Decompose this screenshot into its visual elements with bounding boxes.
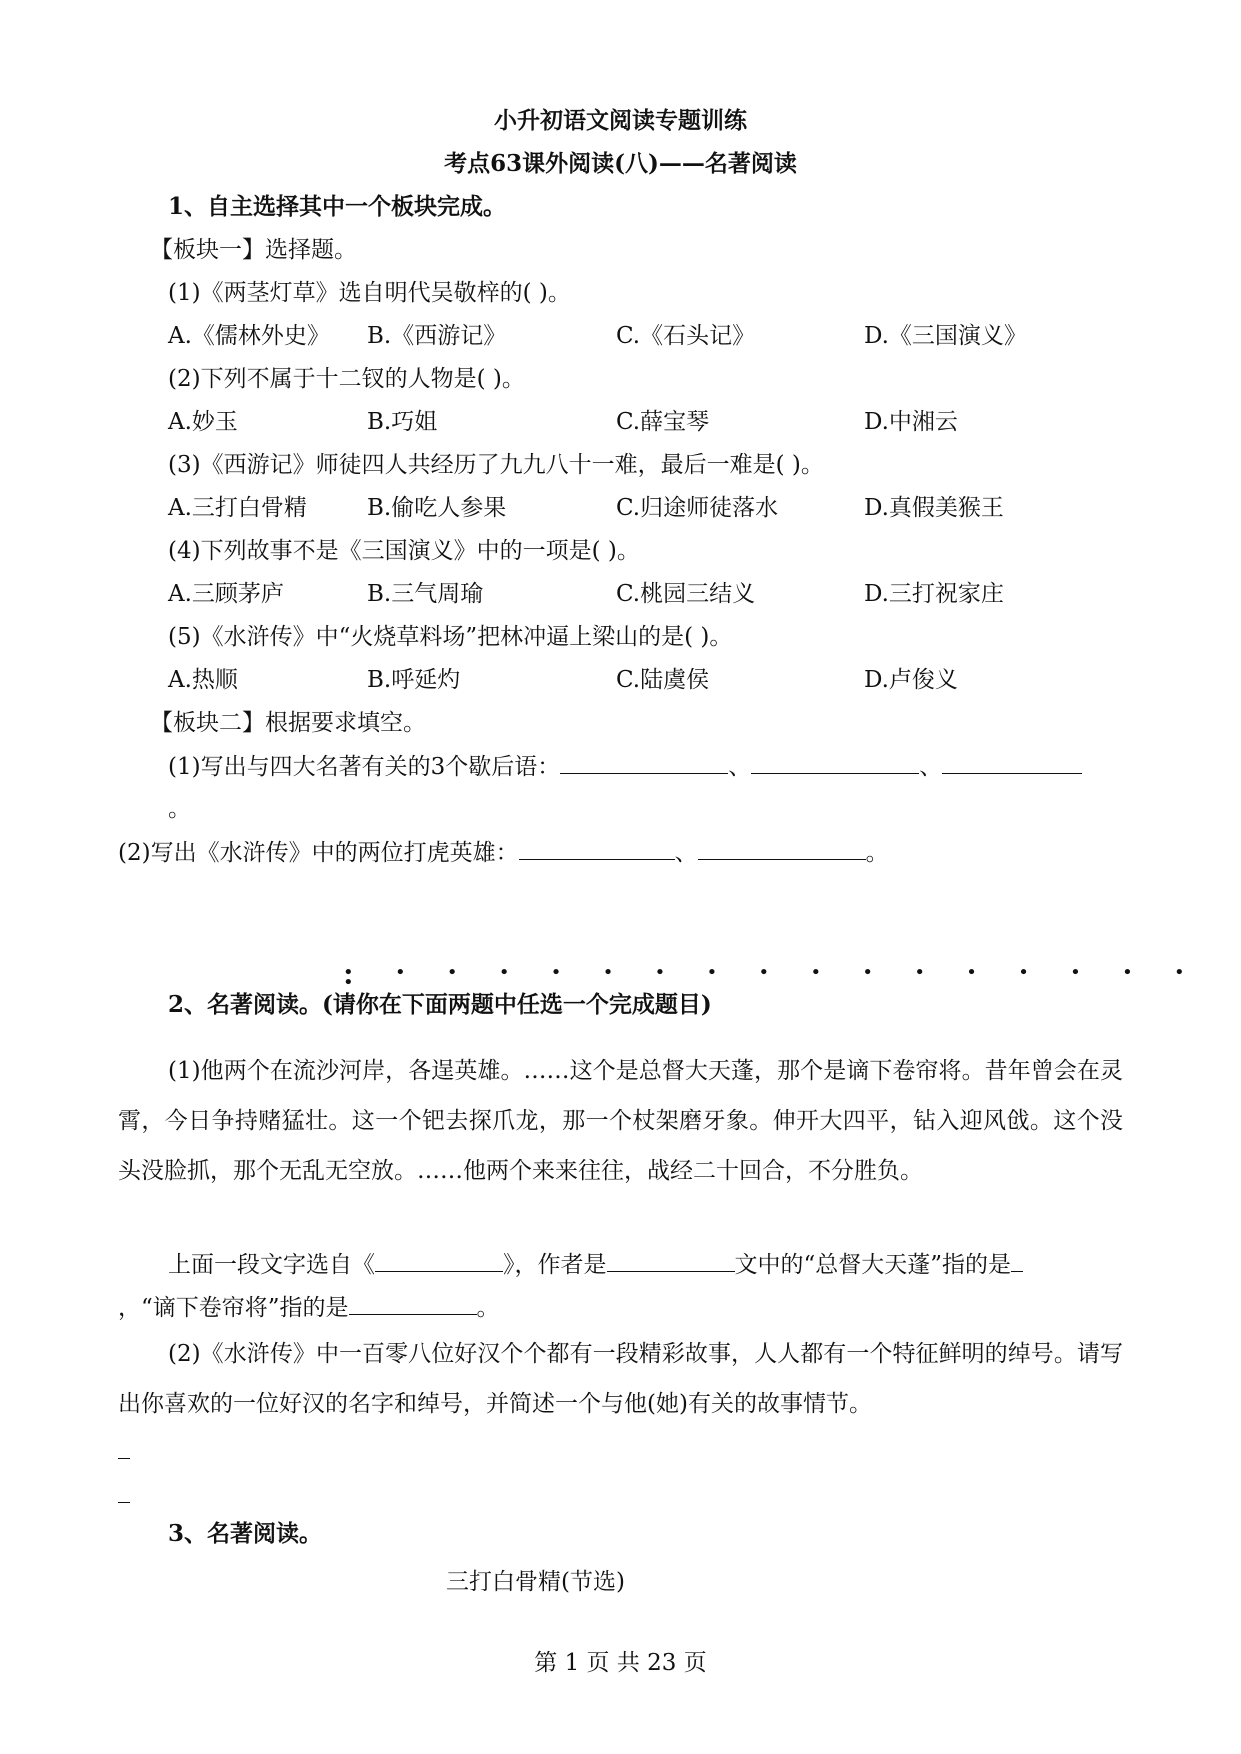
q1-item-2-option-c: C.薛宝琴	[616, 409, 710, 435]
q1-item-2-option-d: D.中湘云	[864, 409, 958, 435]
q2-blank-book[interactable]	[375, 1249, 503, 1272]
q3-heading: 3、名著阅读。	[168, 1520, 323, 1547]
fill-2-blank-1[interactable]	[519, 837, 675, 860]
q1-item-5-option-c: C.陆虞侯	[616, 667, 710, 693]
q1-item-1-option-a: A.《儒林外史》	[168, 323, 330, 349]
q2-blank-juanlian[interactable]	[349, 1292, 477, 1315]
q1-item-1-option-d: D.《三国演义》	[864, 323, 1027, 349]
q2-fill-text-c: 文中的“总督大天蓬”指的是	[734, 1252, 1012, 1278]
q2-blank-author[interactable]	[607, 1249, 735, 1272]
q1-item-1-option-c: C.《石头记》	[616, 323, 756, 349]
q1-item-4-option-c: C.桃园三结义	[616, 581, 756, 607]
q1-item-3-option-b: B.偷吃人参果	[367, 495, 507, 521]
q2-question-2: (2)《水浒传》中一百零八位好汉个个都有一段精彩故事，人人都有一个特征鲜明的绰号。请写出你喜欢的一位好汉的名字和绰号，并简述一个与他(她)有关的故事情节。	[118, 1341, 1123, 1417]
fill-2-sep: 、	[674, 840, 698, 866]
fill-1-blank-1[interactable]	[560, 751, 728, 774]
q1-item-2-option-b: B.巧姐	[367, 409, 438, 435]
q1-item-5-option-b: B.呼延灼	[367, 667, 461, 693]
q1-heading: 1、自主选择其中一个板块完成。	[168, 193, 507, 220]
q2-passage: (1)他两个在流沙河岸，各逞英雄。……这个是总督大天蓬，那个是谪下卷帘将。昔年曾会在灵霄，今日争持赌猛壮。这一个钯去探爪龙，那一个杖架磨牙象。伸开大四平，钻入迎风戗。这个没头没脸抓，那个无乱无空放。……他两个来来往往，战经二十回合，不分胜负。	[118, 1058, 1123, 1184]
answer-line-2[interactable]	[118, 1480, 130, 1503]
q2-fill-line-2	[118, 1292, 500, 1323]
q1-item-2-stem: (2)下列不属于十二钗的人物是( )。	[168, 366, 525, 392]
fill-1-sep-2: 、	[919, 754, 943, 780]
q1-item-4-stem: (4)下列故事不是《三国演义》中的一项是( )。	[168, 538, 640, 564]
q2-fill-text-b: 》，作者是	[503, 1252, 607, 1278]
q1-item-1-option-b: B.《西游记》	[367, 323, 507, 349]
q1-item-3-stem: (3)《西游记》师徒四人共经历了九九八十一难，最后一难是( )。	[168, 452, 824, 478]
q1-item-5-option-a: A.热顺	[168, 667, 238, 693]
fill-1-line	[168, 751, 1082, 782]
fill-1-prompt: (1)写出与四大名著有关的3个歇后语：	[168, 754, 561, 780]
q1-item-1-stem: (1)《两茎灯草》选自明代吴敬梓的( )。	[168, 280, 571, 306]
fill-1-sep-1: 、	[728, 754, 752, 780]
q1-item-4-option-d: D.三打祝家庄	[864, 581, 1004, 607]
q1-item-2-option-a: A.妙玉	[168, 409, 238, 435]
document-subtitle: 考点63课外阅读(八)——名著阅读	[444, 150, 797, 177]
q2-fill-text-d: ，“谪下卷帘将”指的是	[118, 1295, 349, 1321]
fill-2-line	[118, 837, 889, 868]
q1-item-5-option-d: D.卢俊义	[864, 667, 958, 693]
q2-fill-line	[168, 1249, 1023, 1280]
q1-item-3-option-d: D.真假美猴王	[864, 495, 1004, 521]
fill-2-blank-2[interactable]	[698, 837, 866, 860]
emphasis-dots: • • • • • • • • • • • • • • • • • •	[343, 962, 1203, 993]
q1-item-3-option-a: A.三打白骨精	[168, 495, 307, 521]
block1-heading: 【板块一】选择题。	[150, 237, 357, 263]
q2-fill-text-a: 上面一段文字选自《	[168, 1252, 375, 1278]
q2-blank-tianpeng[interactable]	[1011, 1249, 1023, 1272]
q2-fill-text-e: 。	[476, 1295, 500, 1321]
answer-line-1[interactable]	[118, 1436, 130, 1459]
q2-heading: 2、名著阅读。(请你在下面两题中任选一个完成题目)	[168, 991, 712, 1018]
fill-1-end: 。	[168, 796, 191, 822]
fill-2-prompt: (2)写出《水浒传》中的两位打虎英雄：	[118, 840, 519, 866]
q1-item-3-option-c: C.归途师徒落水	[616, 495, 779, 521]
fill-1-blank-2[interactable]	[751, 751, 919, 774]
fill-1-blank-3[interactable]	[942, 751, 1082, 774]
q1-item-5-stem: (5)《水浒传》中“火烧草料场”把林冲逼上梁山的是( )。	[168, 624, 733, 650]
block2-heading: 【板块二】根据要求填空。	[150, 710, 426, 736]
q1-item-4-option-a: A.三顾茅庐	[168, 581, 284, 607]
q1-item-4-option-b: B.三气周瑜	[367, 581, 484, 607]
q3-passage-title: 三打白骨精(节选)	[446, 1569, 625, 1595]
page-footer: 第 1 页 共 23 页	[534, 1650, 707, 1676]
fill-2-end: 。	[865, 840, 889, 866]
document-title: 小升初语文阅读专题训练	[494, 107, 747, 134]
